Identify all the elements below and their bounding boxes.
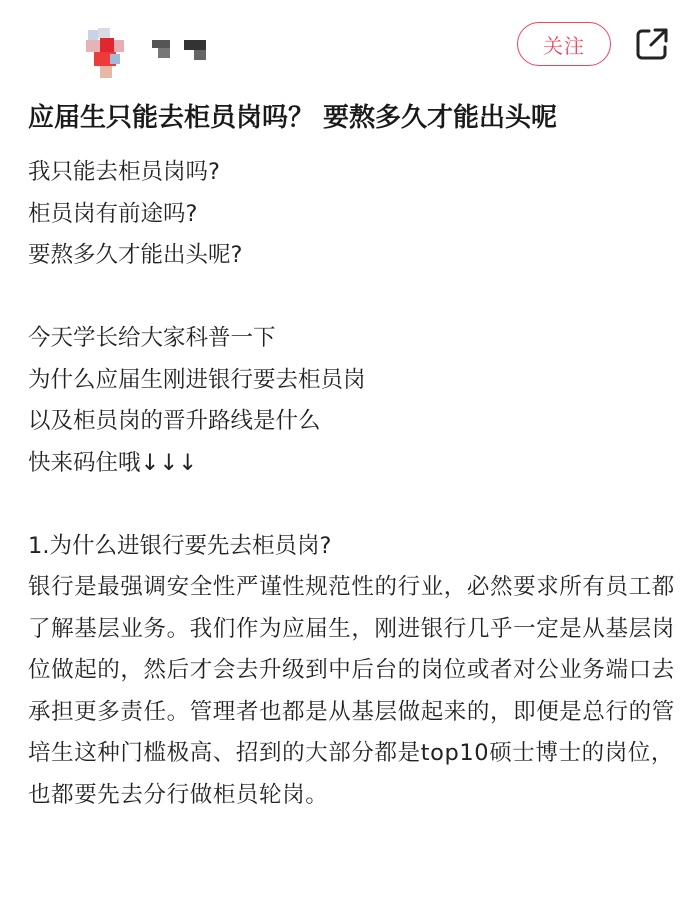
section-paragraph: 银行是最强调安全性严谨性规范性的行业，必然要求所有员工都了解基层业务。我们作为应届生，刚进银行几乎一定是从基层岗位做起的，然后才会去升级到中后台的岗位或者对公业务端口去承担更多责任。管理者也都是从基层做起来的，即便是总行的管培生这种门槛极高、招到的大部分都是top10硕士博士的岗位，也都要先去分行做柜员轮岗。 (28, 574, 675, 808)
post-body (28, 152, 678, 816)
post-title: 应届生只能去柜员岗吗？ 要熬多久才能出头呢 (28, 103, 558, 133)
lead-line: 今天学长给大家科普一下 (28, 325, 276, 351)
section-heading: 1.为什么进银行要先去柜员岗? (28, 532, 332, 559)
lead-line: 以及柜员岗的晋升路线是什么 (28, 408, 321, 434)
spacer (28, 484, 678, 526)
avatar[interactable] (82, 24, 126, 84)
intro-line: 要熬多久才能出头呢? (28, 242, 243, 268)
spacer (28, 277, 678, 319)
intro-line: 我只能去柜员岗吗? (28, 159, 220, 185)
share-icon[interactable] (634, 26, 670, 62)
intro-line: 柜员岗有前途吗? (28, 200, 198, 227)
follow-button[interactable]: 关注 (517, 22, 611, 66)
lead-line: 快来码住哦↓↓↓ (28, 449, 198, 476)
username[interactable] (150, 40, 216, 64)
post-header (0, 0, 700, 90)
lead-line: 为什么应届生刚进银行要去柜员岗 (28, 366, 366, 393)
